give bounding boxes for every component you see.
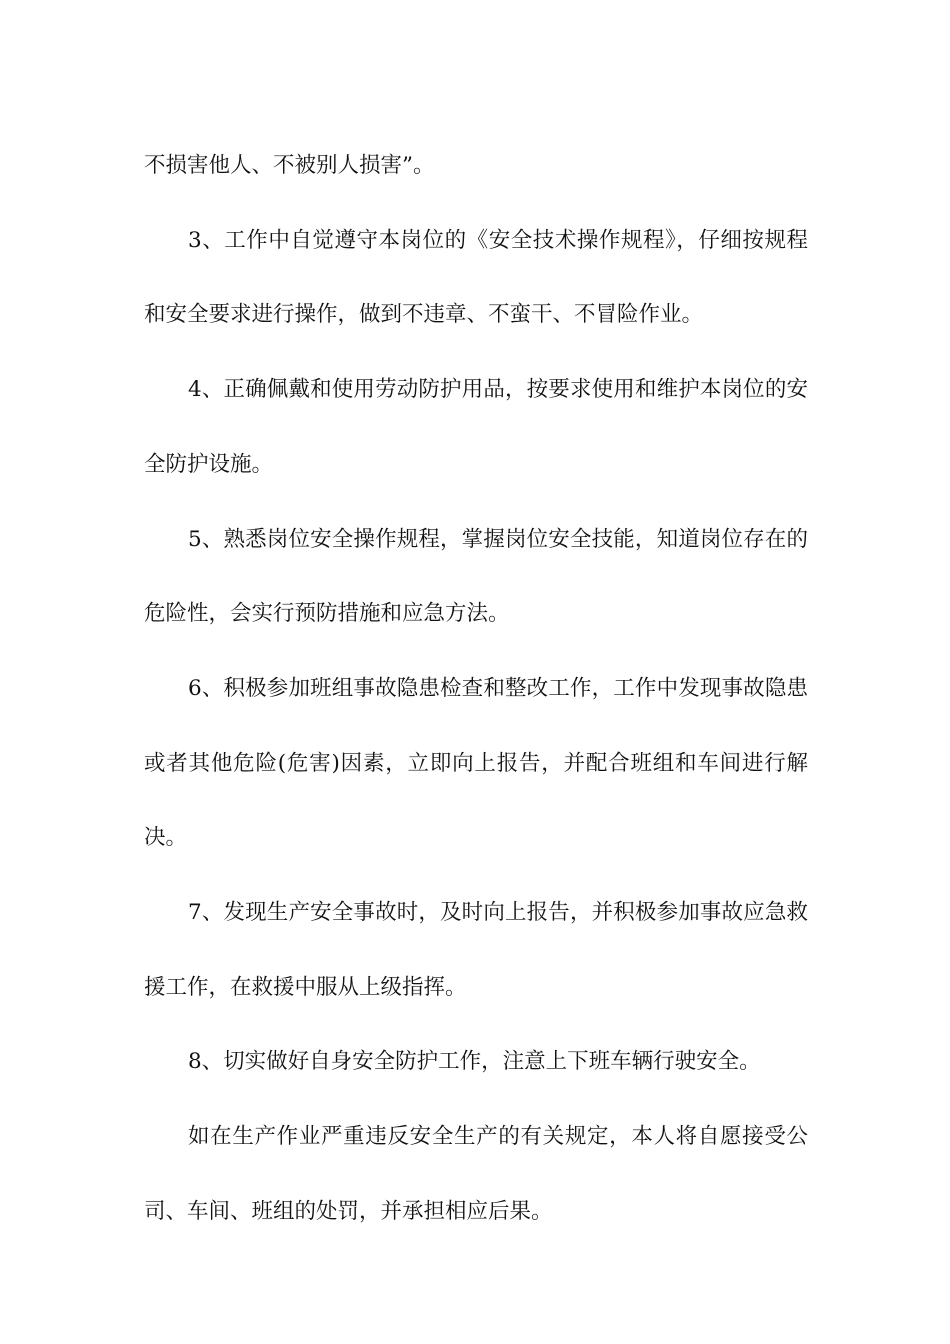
paragraph-item-4: 4、正确佩戴和使用劳动防护用品，按要求使用和维护本岗位的安全防护设施。: [144, 377, 808, 477]
paragraph-closing-statement: 如在生产作业严重违反安全生产的有关规定，本人将自愿接受公司、车间、班组的处罚，并承担相应后果。: [144, 1124, 808, 1224]
paragraph-item-6: 6、积极参加班组事故隐患检查和整改工作，工作中发现事故隐患或者其他危险(危害)因素，立即向上报告，并配合班组和车间进行解决。: [144, 675, 808, 851]
paragraph-item-3: 3、工作中自觉遵守本岗位的《安全技术操作规程》，仔细按规程和安全要求进行操作，做到不违章、不蛮干、不冒险作业。: [144, 227, 808, 328]
paragraph-item-7: 7、发现生产安全事故时，及时向上报告，并积极参加事故应急救援工作，在救援中服从上级指挥。: [144, 900, 808, 1000]
paragraph-item-8: 8、切实做好自身安全防护工作，注意上下班车辆行驶安全。: [188, 1049, 761, 1075]
paragraph-item-5: 5、熟悉岗位安全操作规程，掌握岗位安全技能，知道岗位存在的危险性，会实行预防措施和应急方法。: [144, 526, 808, 627]
document-body: [144, 129, 808, 1250]
paragraph-continuation: 不损害他人、不被别人损害”。: [144, 153, 435, 178]
